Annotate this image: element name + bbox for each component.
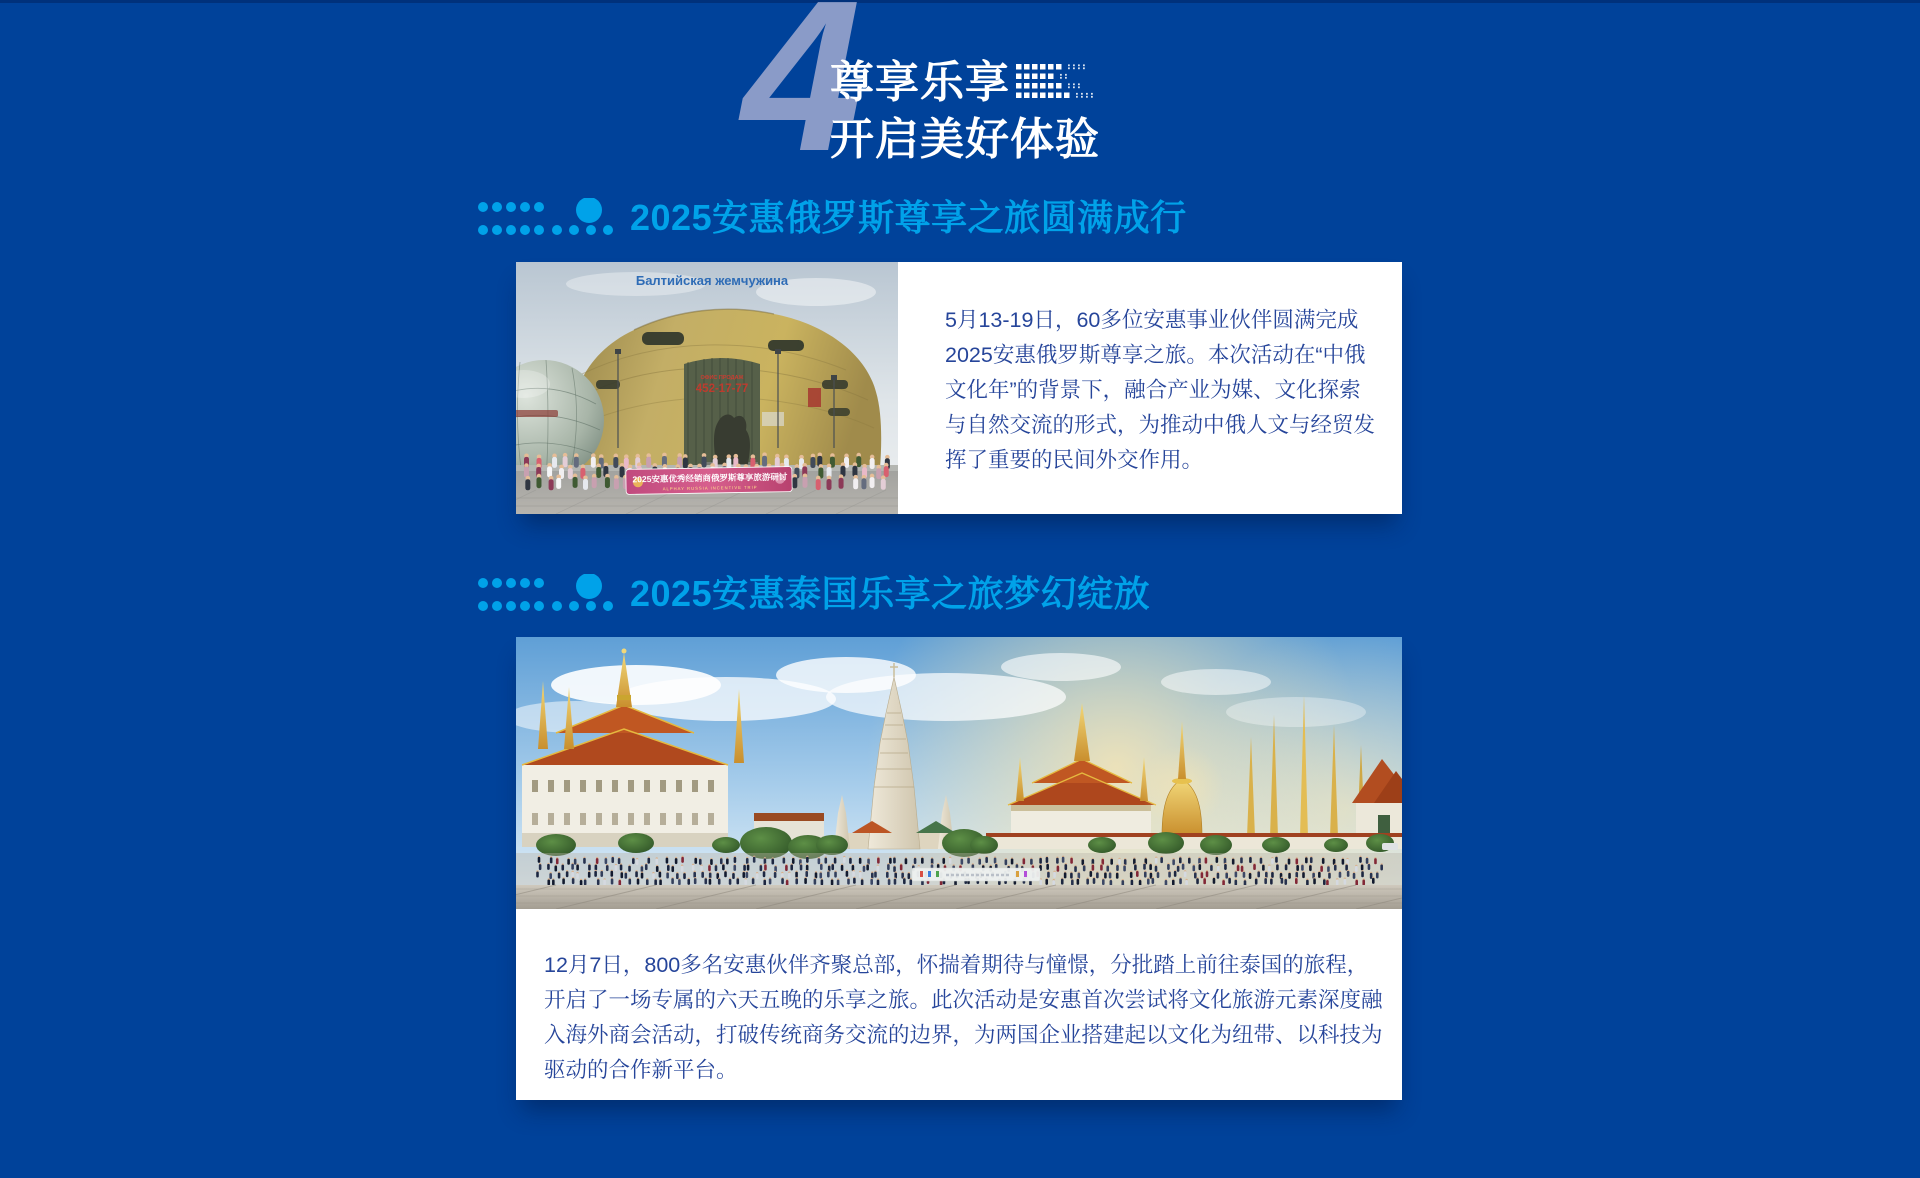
section-heading-russia: 2025安惠俄罗斯尊享之旅圆满成行	[630, 197, 1187, 238]
paragraph-line: 入海外商会活动，打破传统商务交流的边界，为两国企业搭建起以文化为纽带、以科技为	[544, 1023, 1383, 1047]
thailand-paragraph	[516, 909, 1402, 1088]
russia-group-photo	[516, 262, 898, 514]
banner	[626, 467, 792, 495]
paragraph-line: 驱动的合作新平台。	[544, 1058, 738, 1082]
paragraph-line: 2025安惠俄罗斯尊享之旅。本次活动在“中俄	[945, 343, 1366, 367]
building-sign-text: Балтийская жемчужина	[635, 273, 789, 288]
paragraph-line: 与自然交流的形式，为推动中俄人文与经贸发	[945, 413, 1376, 437]
section-heading-thailand: 2025安惠泰国乐享之旅梦幻绽放	[630, 573, 1151, 614]
card-russia-trip	[516, 262, 1402, 514]
paragraph-line: 开启了一场专属的六天五晚的乐享之旅。此次活动是安惠首次尝试将文化旅游元素深度融	[544, 988, 1383, 1012]
halftone-dots-decoration	[1016, 64, 1100, 104]
thailand-group-photo	[516, 637, 1402, 909]
red-sign	[808, 388, 821, 407]
dots-decoration	[477, 198, 617, 240]
dots-decoration	[477, 574, 617, 616]
white-van	[1382, 843, 1398, 850]
banner-title-text: 2025安惠优秀经销商俄罗斯尊享旅游研讨	[632, 471, 788, 485]
hero-title-line1: 尊享乐享	[830, 58, 1010, 107]
russia-paragraph	[898, 262, 1389, 514]
top-edge-strip	[0, 0, 1920, 3]
paragraph-line: 文化年”的背景下，融合产业为媒、文化探索	[945, 378, 1361, 402]
paragraph-line: 挥了重要的民间外交作用。	[945, 448, 1204, 472]
banner-subtitle-text: ALPHAY RUSSIA INCENTIVE TRIP	[662, 484, 758, 492]
paragraph-line: 12月7日，800多名安惠伙伴齐聚总部，怀揣着期待与憧憬，分批踏上前往泰国的旅程，	[544, 953, 1369, 977]
paragraph-line: 5月13-19日，60多位安惠事业伙伴圆满完成	[945, 308, 1359, 332]
hero-title-line2: 开启美好体验	[830, 115, 1100, 164]
phone-number-text: 452-17-77	[695, 383, 749, 395]
banner	[912, 868, 1040, 881]
hero-section-number: 4	[742, 0, 862, 196]
office-sign-text: ОФИС ПРОДАЖ	[700, 375, 744, 381]
card-thailand-trip	[516, 637, 1402, 1100]
